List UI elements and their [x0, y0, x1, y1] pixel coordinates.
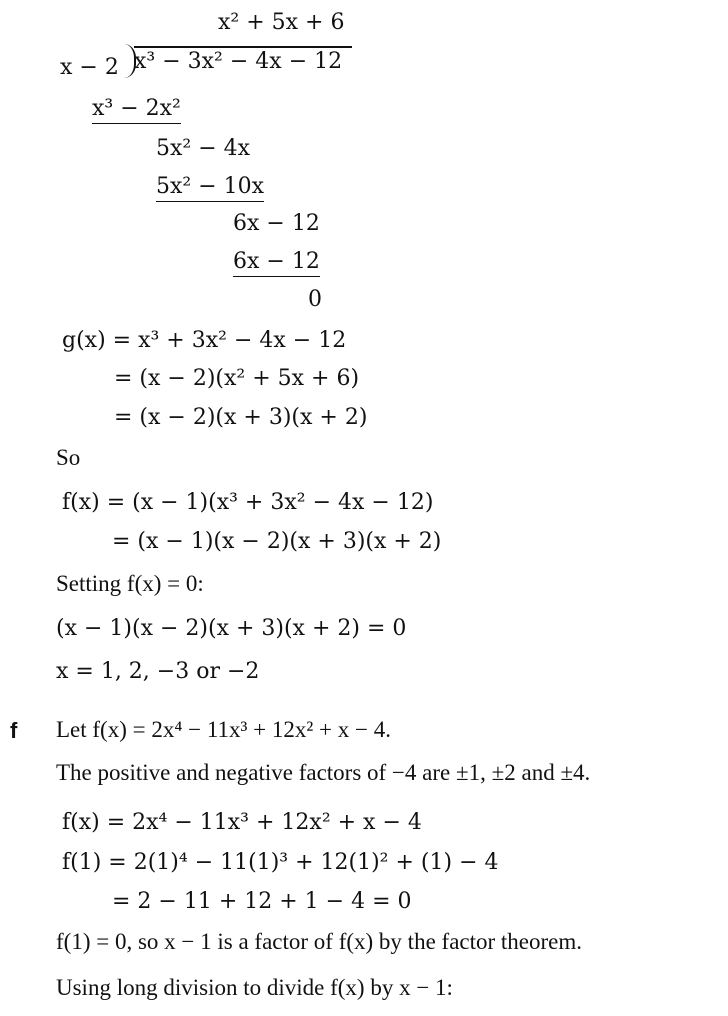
factors-statement: The positive and negative factors of −4 are ±1, ±2 and ±4.: [56, 760, 591, 785]
dividend: x³ − 3x² − 4x − 12: [134, 46, 352, 75]
so-text: So: [56, 445, 81, 470]
f-expression: f(x) = 2x⁴ − 11x³ + 12x² + x − 4: [62, 810, 422, 835]
part-label: f: [10, 718, 18, 743]
subtract-line-3: 6x − 12: [233, 249, 320, 277]
g-line-3: = (x − 2)(x + 3)(x + 2): [114, 405, 368, 430]
divisor: x − 2: [60, 55, 119, 80]
f1-evaluation: = 2 − 11 + 12 + 1 − 4 = 0: [112, 889, 412, 914]
g-line-2: = (x − 2)(x² + 5x + 6): [114, 366, 360, 391]
factor-conclusion: f(1) = 0, so x − 1 is a factor of f(x) by the factor theorem.: [56, 929, 583, 954]
roots-line: x = 1, 2, −3 or −2: [56, 659, 260, 684]
f-factor-line-1: f(x) = (x − 1)(x³ + 3x² − 4x − 12): [62, 490, 434, 515]
remainder-line-2: 6x − 12: [233, 211, 320, 236]
f1-substitution: f(1) = 2(1)⁴ − 11(1)³ + 12(1)² + (1) − 4: [62, 850, 499, 875]
quotient: x² + 5x + 6: [218, 10, 345, 35]
f-factor-line-2: = (x − 1)(x − 2)(x + 3)(x + 2): [112, 529, 442, 554]
setting-text: Setting f(x) = 0:: [56, 571, 204, 596]
subtract-line-2: 5x² − 10x: [156, 174, 264, 202]
let-statement: Let f(x) = 2x⁴ − 11x³ + 12x² + x − 4.: [56, 717, 391, 742]
g-line-1: g(x) = x³ + 3x² − 4x − 12: [62, 328, 347, 353]
subtract-line-1: x³ − 2x²: [92, 96, 181, 124]
remainder-line-1: 5x² − 4x: [156, 136, 251, 161]
final-remainder: 0: [308, 287, 322, 312]
zero-equation: (x − 1)(x − 2)(x + 3)(x + 2) = 0: [56, 616, 407, 641]
long-division-intro: Using long division to divide f(x) by x − 1:: [56, 975, 453, 1000]
